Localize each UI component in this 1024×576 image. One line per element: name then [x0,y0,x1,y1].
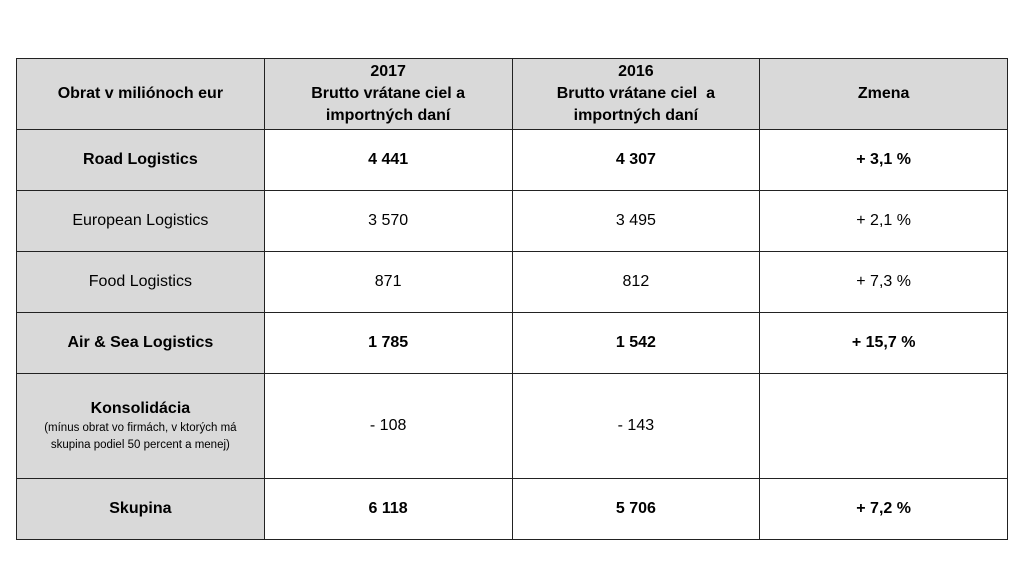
value-2016: - 143 [512,374,760,479]
header-turnover-label: Obrat v miliónoch eur [57,85,224,102]
row-label: Road Logistics [17,130,265,191]
value-change: + 7,3 % [760,252,1008,313]
value-change: + 7,2 % [760,479,1008,540]
header-2017-year: 2017 [370,63,406,80]
value-2016: 812 [512,252,760,313]
header-change [760,59,1008,130]
value-2017: 6 118 [264,479,512,540]
table-row-road-logistics [17,130,1008,191]
table-row-air-sea-logistics [17,313,1008,374]
table-row-food-logistics [17,252,1008,313]
consolidation-title: Konsolidácia [90,400,191,417]
value-2017: - 108 [264,374,512,479]
row-label-consolidation [17,374,265,479]
value-change: + 3,1 % [760,130,1008,191]
value-change [760,374,1008,479]
header-2016 [512,59,760,130]
value-2017: 1 785 [264,313,512,374]
consolidation-note-line2: skupina podiel 50 percent a menej) [50,439,230,451]
header-turnover [17,59,265,130]
header-2017 [264,59,512,130]
row-label: Air & Sea Logistics [17,313,265,374]
turnover-table [16,58,1008,540]
row-label: Food Logistics [17,252,265,313]
header-row [17,59,1008,130]
header-2016-line1: Brutto vrátane ciel a [556,85,716,102]
header-change-label: Zmena [857,85,910,102]
value-change: + 15,7 % [760,313,1008,374]
value-2016: 4 307 [512,130,760,191]
value-2017: 4 441 [264,130,512,191]
value-2016: 1 542 [512,313,760,374]
header-2016-line2: importných daní [573,107,699,124]
value-2016: 5 706 [512,479,760,540]
table-row-group [17,479,1008,540]
header-2017-line2: importných daní [325,107,451,124]
value-2017: 871 [264,252,512,313]
row-label: Skupina [17,479,265,540]
header-2017-line1: Brutto vrátane ciel a [311,85,466,102]
value-change: + 2,1 % [760,191,1008,252]
value-2016: 3 495 [512,191,760,252]
consolidation-note-line1: (mínus obrat vo firmách, v ktorých má [44,422,237,434]
table-row-consolidation [17,374,1008,479]
row-label: European Logistics [17,191,265,252]
value-2017: 3 570 [264,191,512,252]
table-row-european-logistics [17,191,1008,252]
header-2016-year: 2016 [618,63,654,80]
